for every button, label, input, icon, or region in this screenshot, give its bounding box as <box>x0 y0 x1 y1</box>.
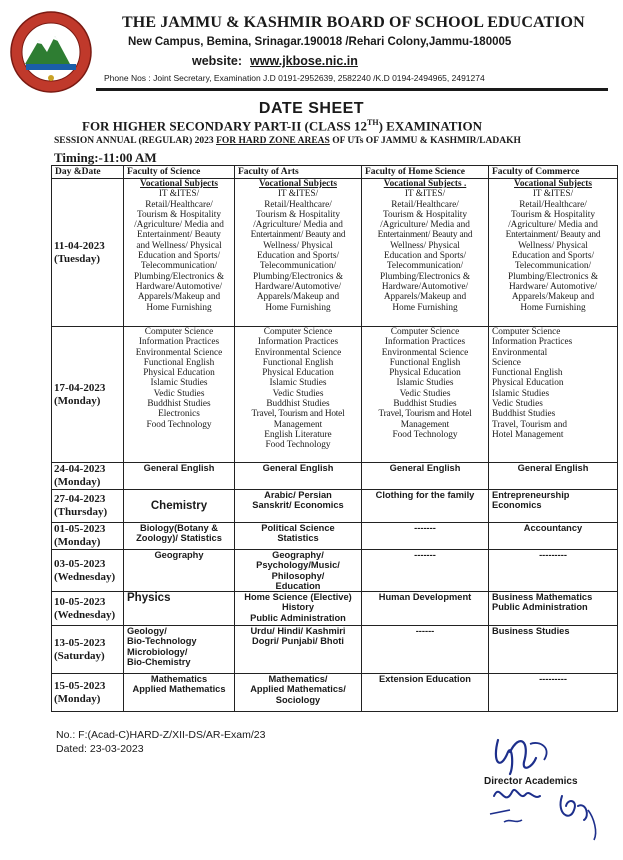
subject-line: Urdu/ Hindi/ Kashmiri <box>250 626 346 637</box>
subject-line: /Agriculture/ Media and <box>508 220 598 231</box>
empty-slot: ------ <box>415 626 435 637</box>
subject-cell <box>124 550 235 592</box>
subject-line: Physics <box>127 592 171 605</box>
subject-line: Management <box>273 419 323 430</box>
subject-line: General English <box>389 463 461 473</box>
exam-day: (Thursday) <box>54 506 108 518</box>
exam-day: (Monday) <box>54 476 101 488</box>
subject-line: Environmental Science <box>381 347 469 358</box>
subject-line: Bio-Technology <box>127 636 197 647</box>
exam-title-sup: TH <box>367 118 379 127</box>
subject-line: Wellness/ Physical <box>263 240 333 251</box>
subject-line: Travel, Tourism and Hotel <box>251 409 345 420</box>
subject-line: Vedic Studies <box>492 399 543 410</box>
subject-line: Entrepreneurship <box>492 490 570 500</box>
subject-line: Computer Science <box>492 327 561 337</box>
table-body <box>52 179 618 712</box>
subject-cell <box>489 463 618 490</box>
board-name: THE JAMMU & KASHMIR BOARD OF SCHOOL EDUCATION <box>122 14 585 31</box>
exam-date: 27-04-2023 <box>54 493 106 505</box>
subject-line: IT &ITES/ <box>277 189 319 200</box>
subject-line: Geology/ <box>127 626 167 637</box>
exam-date: 03-05-2023 <box>54 557 106 570</box>
subject-line: Entertainment/ Beauty and <box>505 230 601 241</box>
subject-line: Entertainment/ Beauty and <box>250 230 346 241</box>
subject-line: Sanskrit/ Economics <box>252 500 344 511</box>
date-cell <box>52 674 124 712</box>
subject-cell <box>235 674 362 712</box>
header-divider <box>96 88 608 91</box>
subject-line: Geography/ <box>272 550 324 560</box>
subject-line: Buddhist Studies <box>492 409 556 420</box>
website-line <box>192 54 358 68</box>
subject-line: Physical Education <box>389 368 461 379</box>
subject-line: Education and Sports/ <box>383 251 467 262</box>
subject-line: Statistics <box>277 533 319 544</box>
subject-line: Plumbing/Electronics & <box>252 271 344 282</box>
table-row <box>52 674 618 712</box>
subject-cell <box>362 626 489 674</box>
subject-line: Education and Sports/ <box>511 251 595 262</box>
exam-date: 24-04-2023 <box>54 463 106 475</box>
subject-line: Hotel Management <box>492 429 564 440</box>
table-row <box>52 626 618 674</box>
subject-line: Information Practices <box>257 337 339 348</box>
subject-cell <box>235 490 362 523</box>
subject-line: Food Technology <box>392 429 458 440</box>
table-header-row <box>52 166 618 179</box>
subject-line: General English <box>143 463 215 473</box>
subject-line: Economics <box>492 500 542 511</box>
vocational-heading: Vocational Subjects <box>514 179 592 189</box>
signature-image <box>470 722 620 858</box>
subject-cell <box>489 626 618 674</box>
empty-slot: --------- <box>539 674 567 685</box>
subject-cell <box>362 490 489 523</box>
subject-line: Physical Education <box>492 378 564 389</box>
subject-line: English Literature <box>264 429 332 440</box>
table-row <box>52 179 618 327</box>
reference-number: No.: F:(Acad-C)HARD-Z/XII-DS/AR-Exam/23 <box>56 729 266 741</box>
subject-line: Hardware/Automotive/ <box>254 281 342 292</box>
subject-line: Apparels/Makeup and <box>256 292 340 303</box>
date-cell <box>52 490 124 523</box>
subject-line: Islamic Studies <box>150 378 208 389</box>
subject-line: Functional English <box>389 357 461 368</box>
subject-line: Information Practices <box>138 337 220 348</box>
exam-day: (Monday) <box>54 692 101 705</box>
subject-line: Business Mathematics <box>492 592 593 603</box>
subject-line: Retail/Healthcare/ <box>391 199 459 210</box>
subject-line: Arabic/ Persian <box>264 490 332 500</box>
subject-line: Environmental Science <box>254 347 342 358</box>
exam-day: (Monday) <box>54 536 101 548</box>
header-home-science: Faculty of Home Science <box>362 166 489 179</box>
subject-line: Philosophy/ <box>271 570 325 581</box>
subject-line: Accountancy <box>523 523 583 533</box>
subject-cell <box>362 592 489 626</box>
exam-day: (Wednesday) <box>54 608 116 621</box>
subject-cell <box>489 550 618 592</box>
hard-zone-text: FOR HARD ZONE AREAS <box>216 136 330 146</box>
subject-line: Telecommunication/ <box>514 261 592 272</box>
subject-line: Islamic Studies <box>396 378 454 389</box>
subject-line: Information Practices <box>492 337 573 348</box>
subject-line: Food Technology <box>265 440 331 451</box>
subject-line: History <box>281 602 315 613</box>
subject-cell <box>235 550 362 592</box>
subject-cell <box>235 592 362 626</box>
subject-line: IT &ITES/ <box>158 189 200 200</box>
session-tail: OF UTs OF JAMMU & KASHMIR/LADAKH <box>329 136 521 146</box>
subject-line: Sociology <box>275 694 321 705</box>
subject-line: Mathematics/ <box>268 674 328 685</box>
subject-line: Tourism & Hospitality <box>255 209 341 220</box>
exam-title-prefix: FOR HIGHER SECONDARY PART-II (CLASS 12 <box>82 118 368 134</box>
subject-line: Applied Mathematics/ <box>250 684 346 695</box>
subject-line: Tourism & Hospitality <box>510 209 596 220</box>
subject-line: Electronics <box>158 409 200 420</box>
subject-line: Information Practices <box>384 337 466 348</box>
empty-slot: --------- <box>539 550 567 560</box>
empty-slot: ------- <box>414 550 436 560</box>
subject-line: Functional English <box>492 368 563 379</box>
subject-line: General English <box>517 463 589 473</box>
subject-line: /Agriculture/ Media and <box>380 220 470 231</box>
table-row <box>52 327 618 463</box>
exam-day: (Saturday) <box>54 649 105 662</box>
subject-cell <box>362 523 489 550</box>
subject-cell <box>362 550 489 592</box>
subject-line: Vedic Studies <box>399 388 451 399</box>
subject-line: Apparels/Makeup and <box>511 292 595 303</box>
subject-line: /Agriculture/ Media and <box>253 220 343 231</box>
subject-line: Clothing for the family <box>375 490 475 500</box>
subject-cell <box>489 523 618 550</box>
subject-line: Plumbing/Electronics & <box>379 271 471 282</box>
subject-line: and Wellness/ Physical <box>136 240 222 251</box>
subject-line: Microbiology/ <box>127 646 188 657</box>
subject-line: Plumbing/Electronics & <box>507 271 599 282</box>
subject-line: Computer Science <box>144 327 214 337</box>
subject-line: Telecommunication/ <box>140 261 218 272</box>
subject-line: Hardware/Automotive/ <box>135 281 223 292</box>
table-row <box>52 490 618 523</box>
subject-line: Telecommunication/ <box>386 261 464 272</box>
subject-line: Apparels/Makeup and <box>383 292 467 303</box>
subject-line: Tourism & Hospitality <box>382 209 468 220</box>
date-cell <box>52 550 124 592</box>
subject-line: Wellness/ Physical <box>518 240 588 251</box>
subject-line: Functional English <box>262 357 334 368</box>
subject-line: Hardware/ Automotive/ <box>508 281 598 292</box>
subject-line: Business Studies <box>492 626 570 637</box>
table-row <box>52 463 618 490</box>
subject-line: Geography <box>154 550 204 560</box>
date-cell <box>52 626 124 674</box>
subject-line: Management <box>400 419 450 430</box>
exam-date: 13-05-2023 <box>54 636 106 649</box>
subject-cell <box>489 179 618 327</box>
subject-line: Extension Education <box>379 674 471 685</box>
subject-line: Travel, Tourism and Hotel <box>378 409 472 420</box>
date-cell <box>52 463 124 490</box>
subject-cell <box>362 674 489 712</box>
signatory-title: Director Academics <box>484 776 578 787</box>
subject-line: Political Science <box>261 523 335 533</box>
subject-line: Hardware/Automotive/ <box>381 281 469 292</box>
table-row <box>52 592 618 626</box>
subject-line: Physical Education <box>143 368 215 379</box>
subject-line: Dogri/ Punjabi/ Bhoti <box>252 636 344 647</box>
website-label: website: <box>192 54 243 68</box>
document-title: DATE SHEET <box>258 100 365 117</box>
exam-day: (Wednesday) <box>54 570 116 583</box>
subject-line: Computer Science <box>263 327 333 337</box>
exam-date: 10-05-2023 <box>54 595 106 608</box>
date-cell <box>52 179 124 327</box>
subject-line: Telecommunication/ <box>259 261 337 272</box>
subject-line: Apparels/Makeup and <box>137 292 221 303</box>
subject-line: Islamic Studies <box>492 388 550 399</box>
subject-line: Chemistry <box>150 499 208 512</box>
empty-slot: ------- <box>414 523 436 533</box>
exam-timing: Timing:-11:00 AM <box>54 150 157 165</box>
subject-cell <box>489 674 618 712</box>
subject-line: Computer Science <box>390 327 460 337</box>
subject-line: Biology(Botany & <box>140 523 218 533</box>
vocational-heading: Vocational Subjects <box>140 179 218 189</box>
subject-line: Retail/Healthcare/ <box>519 199 587 210</box>
exam-title-suffix: ) EXAMINATION <box>378 118 482 134</box>
subject-line: Plumbing/Electronics & <box>133 271 225 282</box>
header-science: Faculty of Science <box>124 166 235 179</box>
subject-line: Zoology)/ Statistics <box>136 533 222 544</box>
subject-line: Functional English <box>143 357 215 368</box>
subject-line: General English <box>262 463 334 473</box>
subject-line: Vedic Studies <box>153 388 205 399</box>
subject-line: IT &ITES/ <box>404 189 446 200</box>
subject-cell <box>489 592 618 626</box>
exam-title <box>82 118 482 134</box>
subject-line: Mathematics <box>150 674 208 685</box>
subject-line: Education and Sports/ <box>256 251 340 262</box>
subject-line: Education and Sports/ <box>137 251 221 262</box>
subject-cell <box>362 327 489 463</box>
subject-line: Home Furnishing <box>265 302 331 313</box>
exam-date: 11-04-2023 <box>54 239 105 252</box>
subject-cell <box>124 674 235 712</box>
subject-cell <box>489 490 618 523</box>
phone-numbers: Phone Nos : Joint Secretary, Examination J.D 0191-2952639, 2582240 /K.D 0194-2494965, 2491274 <box>104 73 485 83</box>
subject-line: Buddhist Studies <box>147 399 211 410</box>
subject-line: Food Technology <box>146 419 212 430</box>
subject-line: Wellness/ Physical <box>390 240 460 251</box>
subject-cell <box>362 179 489 327</box>
subject-line: Science <box>492 357 521 368</box>
subject-cell <box>124 490 235 523</box>
subject-cell <box>124 463 235 490</box>
subject-cell <box>124 327 235 463</box>
subject-cell <box>124 626 235 674</box>
header-arts: Faculty of Arts <box>235 166 362 179</box>
subject-line: IT &ITES/ <box>532 189 574 200</box>
session-text: SESSION ANNUAL (REGULAR) 2023 <box>54 136 217 146</box>
exam-date: 17-04-2023 <box>54 381 106 394</box>
subject-line: Buddhist Studies <box>266 399 330 410</box>
subject-line: Islamic Studies <box>269 378 327 389</box>
header-day-date: Day &Date <box>52 166 124 179</box>
subject-line: Home Furnishing <box>392 302 458 313</box>
subject-cell <box>235 523 362 550</box>
exam-day: (Tuesday) <box>54 252 101 265</box>
subject-cell <box>235 463 362 490</box>
subject-line: Entertainment/ Beauty and <box>377 230 473 241</box>
session-line <box>54 136 521 146</box>
subject-line: Environmental Science <box>135 347 223 358</box>
subject-line: Environmental <box>492 347 548 358</box>
subject-cell <box>124 523 235 550</box>
vocational-heading: Vocational Subjects <box>259 179 337 189</box>
exam-day: (Monday) <box>54 394 101 407</box>
subject-line: Home Science (Elective) <box>244 592 352 603</box>
subject-line: Vedic Studies <box>272 388 324 399</box>
date-cell <box>52 592 124 626</box>
board-address: New Campus, Bemina, Srinagar.190018 /Rehari Colony,Jammu-180005 <box>128 36 512 48</box>
subject-cell <box>124 179 235 327</box>
header-commerce: Faculty of Commerce <box>489 166 618 179</box>
exam-date: 15-05-2023 <box>54 679 106 692</box>
subject-line: Home Furnishing <box>146 302 212 313</box>
subject-cell <box>124 592 235 626</box>
subject-line: Psychology/Music/ <box>256 560 340 571</box>
subject-line: Bio-Chemistry <box>127 657 191 668</box>
website-link[interactable]: www.jkbose.nic.in <box>250 54 358 68</box>
subject-cell <box>235 327 362 463</box>
vocational-heading: Vocational Subjects . <box>383 179 467 189</box>
exam-date: 01-05-2023 <box>54 523 106 535</box>
subject-line: Human Development <box>378 592 472 603</box>
subject-line: Public Administration <box>492 602 588 613</box>
subject-cell <box>489 327 618 463</box>
subject-line: /Agriculture/ Media and <box>134 220 224 231</box>
date-cell <box>52 327 124 463</box>
subject-line: Entertainment/ Beauty <box>137 230 221 241</box>
date-cell <box>52 523 124 550</box>
subject-cell <box>235 179 362 327</box>
date-sheet-table <box>51 165 618 712</box>
table-row <box>52 550 618 592</box>
subject-line: Travel, Tourism and <box>492 419 568 430</box>
table-row <box>52 523 618 550</box>
subject-line: Public Administration <box>250 612 346 623</box>
jkbose-logo <box>8 10 94 94</box>
subject-line: Retail/Healthcare/ <box>264 199 332 210</box>
subject-line: Physical Education <box>262 368 334 379</box>
subject-line: Home Furnishing <box>520 302 586 313</box>
issue-date: Dated: 23-03-2023 <box>56 743 144 755</box>
subject-line: Tourism & Hospitality <box>136 209 222 220</box>
subject-line: Buddhist Studies <box>393 399 457 410</box>
subject-cell <box>362 463 489 490</box>
subject-line: Education <box>275 580 321 591</box>
subject-cell <box>235 626 362 674</box>
subject-line: Applied Mathematics <box>132 684 226 695</box>
subject-line: Retail/Healthcare/ <box>145 199 213 210</box>
